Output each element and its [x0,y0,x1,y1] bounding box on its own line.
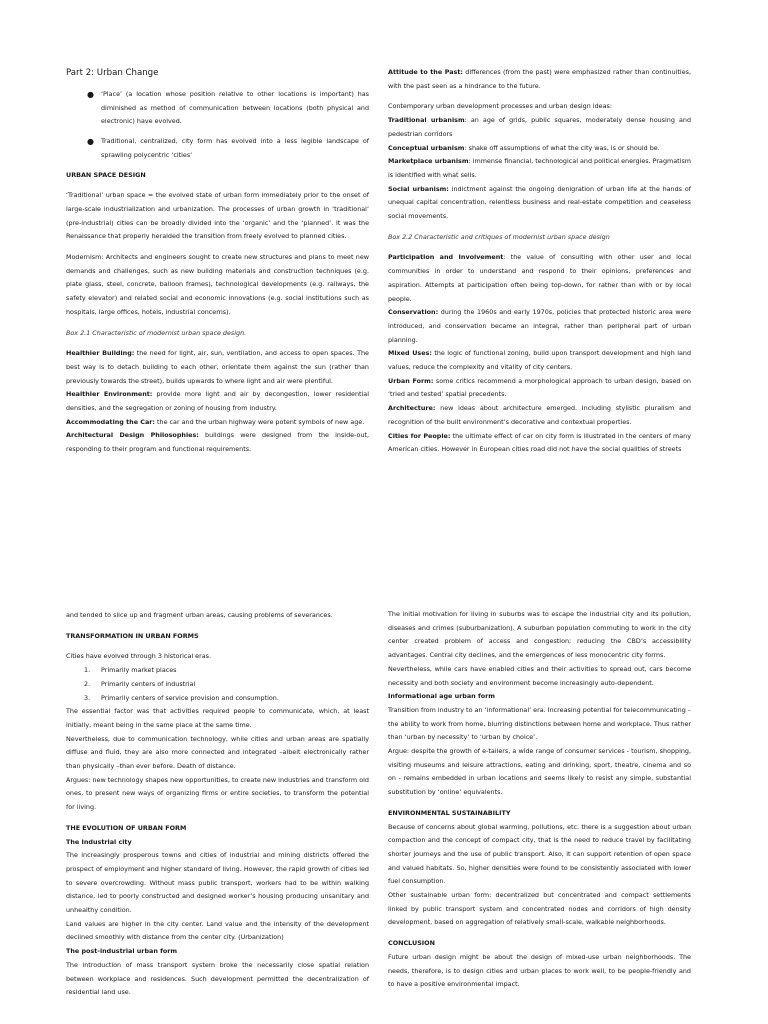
subheading-post-industrial: The post-industrial urban form [66,947,178,956]
era-number: 3. [84,693,91,702]
box-item-label: Accommodating the Car: [66,417,155,426]
box-item [66,416,369,430]
critique-label: Conservation: [388,308,439,317]
critique-text: the ultimate effect of car on city form is illustrated in the centers of many American cities. However in European cities road did not have the social qualities of streets [388,431,691,454]
attitude-paragraph [388,66,691,93]
paragraph-argue: Argue: despite the growth of e-tailers, a wide range of consumer services - tourism, shopping, visiting museums and leisure attractions, eating and drinking, sport, theatre, cinema and so on - remains embedded in urban locations and seems likely to resist any simple, substantial substitution by ‘online’ equivalents. [388,747,691,797]
box-item-label: Architectural Design Philosophies: [66,431,199,440]
idea-label: Conceptual urbanism [388,143,465,152]
critique-text: new ideas about architecture emerged. Including stylistic pluralism and recognition of the built environment’s decorative and contextual properties. [388,404,691,426]
idea-label: Traditional urbanism [388,116,465,125]
era-item [66,692,369,706]
page-2-left-column [66,609,369,1000]
era-text: Primarily centers of service provision and consumption. [101,693,279,702]
attitude-text: differences (from the past) were emphasized rather than continuities, with the past seen as a hindrance to the future. [388,68,691,90]
heading-conclusion: CONCLUSION [388,939,435,948]
paragraph-other-forms: Other sustainable urban form: decentralized but concentrated and compact settlements linked by public transport system and concentrated nodes and corridors of high density development, based on aggregation of relatively small-scale, walkable neighborhoods. [388,891,691,927]
paragraph-essential: The essential factor was that activities required people to communicate, which, at least initially, meant being in the same place at the same time. [66,707,369,729]
era-text: Primarily market places [101,666,177,675]
page-2-right-column [388,608,691,992]
critique-text: : the value of consulting with other user and local communities in order to understand and respond to their opinions, preferences and aspiration. Attempts at participation often being top-down, for rather than with or by local people. [388,253,691,303]
box-item-text: the car and the urban highway were potent symbols of new age. [154,417,365,426]
subheading-informational-age: Informational age urban form [388,692,495,701]
box-item-text: the need for light, air, sun, ventilation, and access to open spaces. The best way is to detach building to each other, orientate them against the sun (rather than previously towards the street), builds upwards to where light and air were plentiful. [66,349,369,385]
heading-urban-space-design: URBAN SPACE DESIGN [66,170,146,179]
critique-item [388,306,691,347]
critique-label: Participation and Involvement [388,253,504,262]
critique-label: Cities for People: [388,431,451,440]
era-item [66,678,369,692]
critique-item [388,375,691,402]
paragraph-environmental: Because of concerns about global warming, pollutions, etc. there is a suggestion about urban compaction and the concept of compact city, that is the need to reduce travel by facilitating shorter journeys and the use of public transport. Also, it can support retention of open space and valued habitats. So, higher densities were found to be consistently associated with lower fuel consumption. [388,822,691,886]
critique-item [388,430,691,457]
continuation-text: and tended to slice up and fragment urban areas, causing problems of severances. [66,611,333,619]
paragraph-nevertheless: Nevertheless, due to communication technology, while cities and urban areas are spatially diffuse and fluid, they are also more connected and integrated –albeit electronically rather than physically –than ever before. Death of distance. [66,734,369,771]
idea-text: : an age of grids, public squares, moderately dense housing and pedestrian corridors [388,116,691,138]
idea-item [388,183,691,224]
critique-item [388,347,691,374]
paragraph-traditional: ‘Traditional’ urban space = the evolved state of urban form immediately prior to the onset of large-scale industrialization and urbanization. The processes of urban growth in ‘traditional’ (pre-industrial) cities can be broadly divided into the ‘organic’ and the ‘planned’. It was the Renaissance that properly heralded the transition from freely evolved to planned cities. [66,191,369,241]
box-item [66,347,369,388]
paragraph-transition: Transition from industry to an ‘informational’ era. Increasing potential for telecommunicating – the ability to work from home, blurring distinctions between home and workplace. Thus rather than ‘urban by necessity’ to ‘urban by choice’. [388,705,691,742]
paragraph-motivation: The initial motivation for living in suburbs was to escape the industrial city and its pollution, diseases and crimes (suburbanization). A suburban population commuting to work in the city center created problem of access and congestion; reducing the CBD’s accessibility advantages. Central city declines, and the emergences of less monocentric city forms. [388,610,691,660]
idea-item [388,114,691,141]
idea-text: indictment against the ongoing denigration of urban life at the hands of unequal capital concentration, relentless business and real-estate competition and ceaseless social movements. [388,184,692,221]
paragraph-conclusion: Future urban design might be about the design of mixed-use urban neighborhoods. The needs, therefore, is to design cities and urban places to work well, to be people-friendly and to have a positive environmental impact. [388,952,691,989]
bullet-item [66,135,369,162]
idea-text: : immense financial, technological and political energies. Pragmatism is identified with what sells. [388,157,691,179]
critique-label: Urban Form: [388,376,434,385]
critique-text: some critics recommend a morphological approach to urban design, based on ‘tried and tested’ spatial precedents. [388,376,691,399]
box-2-1-caption: Box 2.1 Characteristic of modernist urban space design. [66,328,247,337]
paragraph-industrial: The increasingly prosperous towns and cities of industrial and mining districts offered the prospect of employment and higher standard of living. However, the rapid growth of cities led to severe overcrowding. Without mass public transport, workers had to be within walking distance, led to poorly constructed and designed worker’s housing producing unsanitary and unhealthy condition. [66,851,369,915]
intro-bullet-list [66,88,369,163]
eras-intro: Cities have evolved through 3 historical eras. [66,652,212,661]
critique-label: Architecture: [388,404,436,413]
box-item-text: buildings were designed from the inside-out, responding to their program and functional requirements. [66,431,369,454]
critique-text: the logic of functional zoning, build upon transport development and high land values, reduce the complexity and vitality of city centers. [388,349,691,372]
page-1-right-column [388,66,691,457]
eras-list [66,664,369,705]
critique-item [388,402,691,429]
box-item-label: Healthier Environment: [66,390,153,399]
part-title: Part 2: Urban Change [66,68,159,78]
bullet-item [66,88,369,129]
page-2 [0,512,768,1024]
paragraph-land-values: Land values are higher in the city center. Land value and the intensity of the development declined smoothly with distance from the center city. (Urbanization) [66,919,369,942]
heading-transformation: TRANSFORMATION IN URBAN FORMS [66,631,199,640]
contemporary-intro: Contemporary urban development processes and urban design ideas: [388,102,612,111]
box-2-2-caption: Box 2.2 Characteristic and critiques of modernist urban space design [388,232,610,241]
era-item [66,664,369,678]
paragraph-argues: Argues: new technology shapes new opportunities, to create new industries and transform old ones, to present new ways of organizing firms or entire societies, to transform the potential for living. [66,775,369,812]
critique-text: during the 1960s and early 1970s, policies that protected historic area were introduced, and conservation became an integral, rather than peripheral part of urban planning. [388,308,691,344]
box-item [66,429,369,456]
era-text: Primarily centers of industrial [101,679,196,688]
attitude-label: Attitude to the Past: [388,68,463,76]
bullet-icon: ● [87,137,94,147]
bullet-text: ‘Place’ (a location whose position relative to other locations is important) has diminished as method of communication between locations (both physical and electronic) have evolved. [101,90,369,126]
box-item-label: Healthier Building: [66,349,135,358]
heading-evolution: THE EVOLUTION OF URBAN FORM [66,823,187,832]
era-number: 2. [84,679,91,688]
paragraph-cars: Nevertheless, while cars have enabled cities and their activities to spread out, cars become necessity and both society and environment become increasingly auto-dependent. [388,664,691,687]
idea-text: : shake off assumptions of what the city was, is or should be. [464,143,660,152]
box-item [66,388,369,415]
idea-label: Social urbanism: [388,184,449,193]
critique-item [388,251,691,306]
bullet-text: Traditional, centralized, city form has evolved into a less legible landscape of sprawling polycentric ‘cities’ [101,137,369,159]
subheading-industrial-city: The Industrial city [66,837,132,846]
era-number: 1. [84,666,91,675]
critique-label: Mixed Uses: [388,349,432,358]
heading-environmental: ENVIRONMENTAL SUSTAINABILITY [388,808,511,817]
paragraph-modernism: Modernism: Architects and engineers sought to create new structures and plans to meet new demands and challenges, such as new building materials and construction techniques (e.g. plate glass, steel, concrete, balloon frames), technological developments (e.g. railways, the safety elevator) and related social and economic innovations (e.g. social institutions such as hospitals, large offices, hotels, industrial concerns). [66,253,369,316]
page-1-left-column [66,66,369,457]
bullet-icon: ● [87,90,94,99]
paragraph-post-industrial: The introduction of mass transport system broke the necessarily close spatial relation between workplace and residences. Such development permitted the decentralization of residential land use. [66,960,369,997]
idea-item [388,155,691,182]
box-item-text: provide more light and air by decongestion, lower residential densities, and the segregation or zoning of housing from industry. [66,390,369,413]
idea-label: Marketplace urbanism [388,157,469,166]
idea-item [388,142,691,156]
